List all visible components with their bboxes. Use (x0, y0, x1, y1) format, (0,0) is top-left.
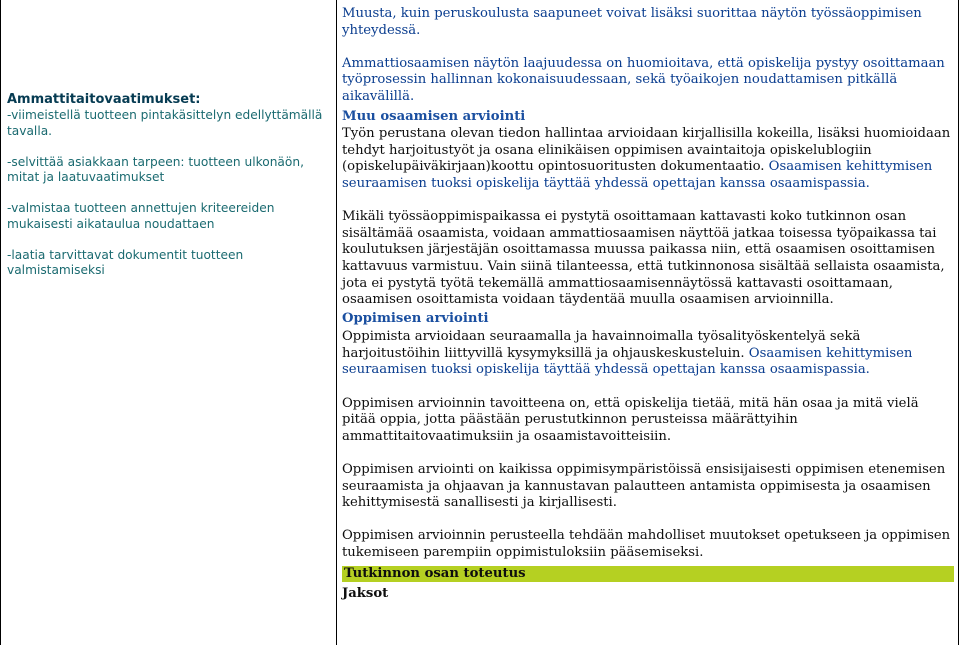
paragraph: Muusta, kuin peruskoulusta saapuneet voivat lisäksi suorittaa näytön työssäoppimisen yhteydessä. (342, 6, 922, 38)
table-border-middle (336, 0, 337, 645)
paragraph-part: Osaamisen kehittymisen seuraamisen tuoksi opiskelija täyttää yhdessä opettajan kanssa osaamispassia. (342, 345, 913, 378)
section-heading-toteutus: Tutkinnon osan toteutus (342, 566, 954, 583)
section-heading-muu: Muu osaamisen arviointi (342, 108, 526, 124)
requirement-item: -viimeistellä tuotteen pintakäsittelyn edellyttämällä tavalla. (7, 108, 323, 138)
table-border-left (0, 0, 1, 645)
paragraph-part: Työn perustana olevan tiedon hallintaa arvioidaan kirjallisilla kokeilla, lisäksi huomioidaan tehdyt harjoitustyöt ja osana elinikäisen oppimisen avaintaitoja opiskelublogiin (opiskelupäiväkirjaan)koottu opintosuoritusten dokumentaatio. (342, 126, 951, 175)
paragraph: Ammattiosaamisen näytön laajuudessa on huomioitava, että opiskelija pystyy osoittamaan työprosessin hallinnan kokonaisuudessaan, sekä työaikojen noudattamisen pitkällä aikavälillä. (342, 55, 945, 104)
right-column (342, 6, 954, 603)
requirement-item: -selvittää asiakkaan tarpeen: tuotteen ulkonäön, mitat ja laatuvaatimukset (7, 154, 304, 184)
paragraph: Oppimisen arviointi on kaikissa oppimisympäristöissä ensisijaisesti oppimisen etenemisen seuraamista ja ohjaavan ja kannustavan palautteen antamista oppimisesta ja osaamisen kehittymisestä sanallisesti ja kirjallisesti. (342, 462, 946, 511)
section-heading-jaksot: Jaksot (342, 586, 389, 602)
requirement-item: -valmistaa tuotteen annettujen kriteereiden mukaisesti aikataulua noudattaen (7, 201, 275, 231)
paragraph-part: Oppimista arvioidaan seuraamalla ja havainnoimalla työsalityöskentelyä sekä harjoitustöihin liittyvillä kysymyksillä ja ohjauskeskusteluin. (342, 329, 861, 361)
requirements-title: Ammattitaitovaatimukset: (7, 92, 201, 107)
paragraph (342, 329, 954, 379)
table-border-right (958, 0, 959, 645)
left-column (7, 92, 331, 279)
section-heading-oppimisen: Oppimisen arviointi (342, 310, 489, 326)
paragraph (342, 126, 954, 192)
paragraph-part: Osaamisen kehittymisen seuraamisen tuoksi opiskelija täyttää yhdessä opettajan kanssa osaamispassia. (342, 159, 933, 191)
paragraph: Mikäli työssäoppimispaikassa ei pystytä osoittamaan kattavasti koko tutkinnon osan sisältämää osaamista, voidaan ammattiosaamisen näyttöä jatkaa toisessa työpaikassa tai koulutuksen järjestäjän osoittamassa muussa paikassa niin, että osaamisen osoittamisen kattavuus varmistuu. Vain siinä tilanteessa, että tutkinnonosa sisältää sellaista osaamista, jota ei pystytä työtä tekemällä ammattiosaamisennäytössä kattavasti osoittamaan, osaamisen osoittamista voidaan täydentää muulla osaamisen arvioinnilla. (342, 209, 945, 308)
requirement-item: -laatia tarvittavat dokumentit tuotteen valmistamiseksi (7, 247, 244, 277)
paragraph: Oppimisen arvioinnin tavoitteena on, että opiskelija tietää, mitä hän osaa ja mitä vielä pitää oppia, jotta päästään perustutkinnon perusteissa määrättyihin ammattitaitovaatimuksiin ja osaamistavoitteisiin. (342, 395, 919, 444)
paragraph: Oppimisen arvioinnin perusteella tehdään mahdolliset muutokset opetukseen ja oppimisen tukemiseen parempiin oppimistuloksiin pääsemiseksi. (342, 528, 951, 560)
